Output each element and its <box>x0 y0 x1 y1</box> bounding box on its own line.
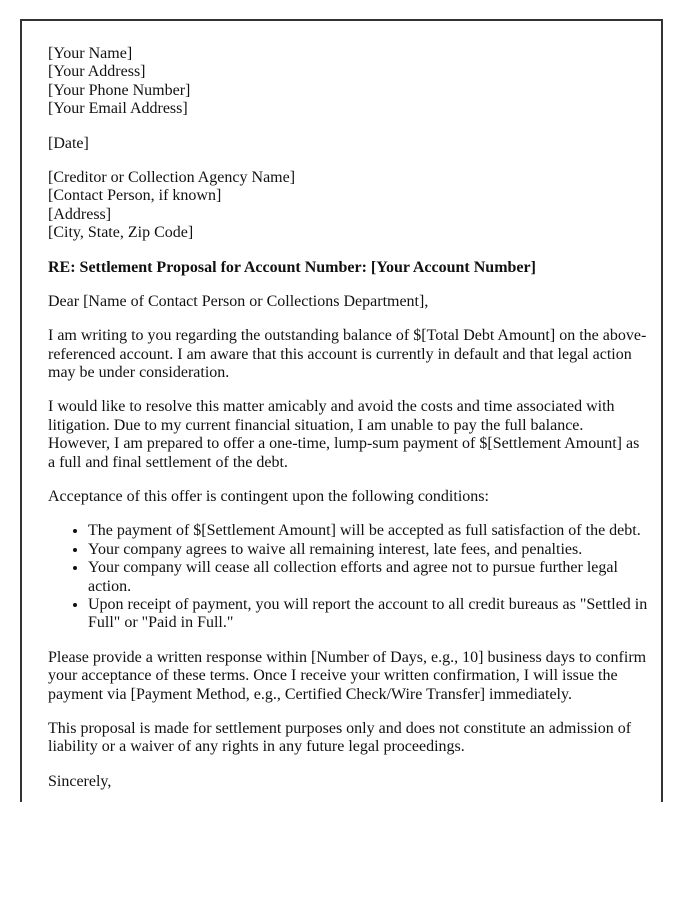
body-paragraph-response: Please provide a written response within [Number of Days, e.g., 10] business days to confirm your acceptance of these terms. Once I receive your written confirmation, I will issue the payment via [Payment Method, e.g., Certified Check/Wire Transfer] immediately. <box>48 648 647 703</box>
recipient-agency-line: [Creditor or Collection Agency Name] <box>48 168 296 186</box>
date-line: [Date] <box>48 134 89 152</box>
recipient-contact-line: [Contact Person, if known] <box>48 187 222 205</box>
body-paragraph-offer: I would like to resolve this matter amicably and avoid the costs and time associated with litigation. Due to my current financial situation, I am unable to pay the full balance. However, I am prepared to offer a one-time, lump-sum payment of $[Settlement Amount] as a full and final settlement of the debt. <box>48 398 640 471</box>
conditions-intro: Acceptance of this offer is contingent upon the following conditions: <box>48 488 489 506</box>
condition-item-cease-collection: • Your company will cease all collection efforts and agree not to pursue further legal action. <box>88 559 649 596</box>
condition-item-waive-fees: • Your company agrees to waive all remaining interest, late fees, and penalties. <box>88 541 649 559</box>
subject-line: RE: Settlement Proposal for Account Number: [Your Account Number] <box>48 258 536 276</box>
recipient-city-line: [City, State, Zip Code] <box>48 224 194 242</box>
conditions-list <box>48 522 649 632</box>
closing: Sincerely, <box>48 772 112 790</box>
body-paragraph-disclaimer: This proposal is made for settlement purposes only and does not constitute an admission of liability or a waiver of any rights in any future legal proceedings. <box>48 719 632 756</box>
salutation: Dear [Name of Contact Person or Collections Department], <box>48 292 429 310</box>
body-paragraph-balance: I am writing to you regarding the outstanding balance of $[Total Debt Amount] on the above-referenced account. I am aware that this account is currently in default and that legal action may be under consideration. <box>48 327 647 382</box>
condition-item-payment: • The payment of $[Settlement Amount] will be accepted as full satisfaction of the debt. <box>88 522 649 540</box>
condition-item-credit-report: • Upon receipt of payment, you will report the account to all credit bureaus as "Settled in Full" or "Paid in Full." <box>88 596 649 633</box>
recipient-address-line: [Address] <box>48 205 112 223</box>
recipient-block <box>48 169 649 243</box>
letter-document <box>20 19 663 802</box>
sender-phone-line: [Your Phone Number] <box>48 81 191 99</box>
sender-name-line: [Your Name] <box>48 45 133 62</box>
sender-email-line: [Your Email Address] <box>48 100 188 118</box>
sender-block <box>48 45 649 119</box>
sender-address-line: [Your Address] <box>48 63 146 81</box>
